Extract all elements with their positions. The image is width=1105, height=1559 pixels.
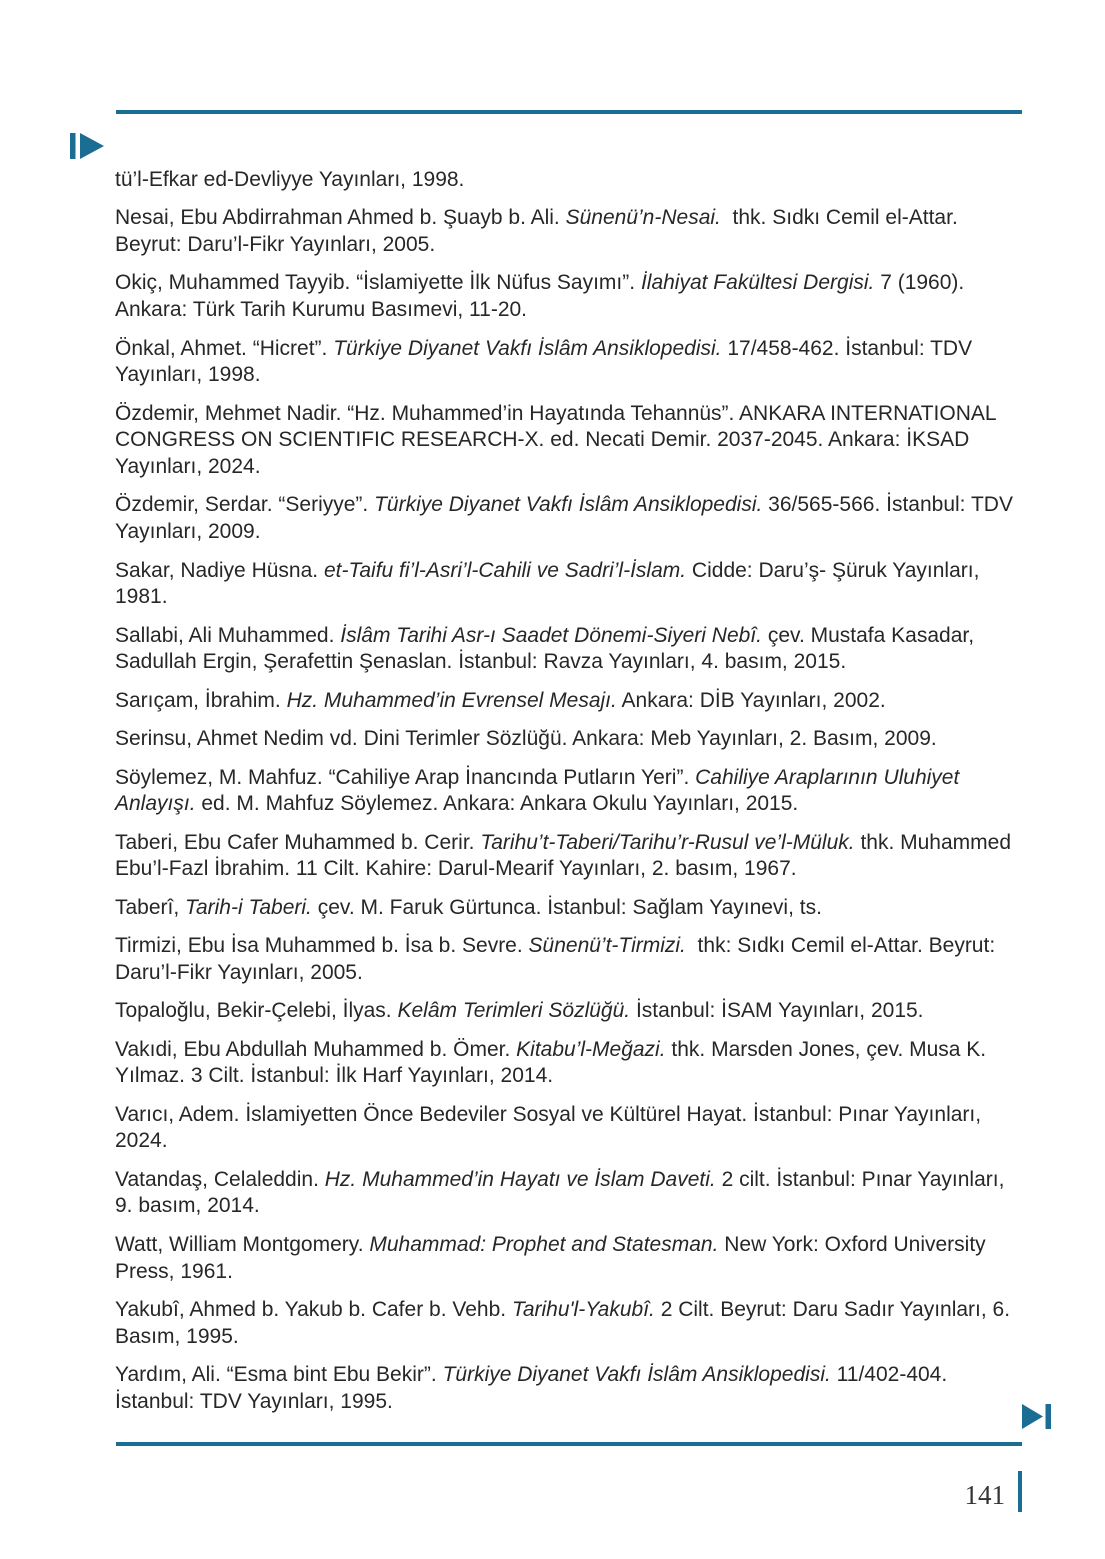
entry-title-italic: Kitabu’l-Meğazi. xyxy=(516,1037,666,1061)
entry-text: Söylemez, M. Mahfuz. “Cahiliye Arap İnancında Putların Yeri”. xyxy=(115,765,696,789)
bibliography-entry xyxy=(115,933,1022,986)
entry-text: Tirmizi, Ebu İsa Muhammed b. İsa b. Sevre. xyxy=(115,934,529,958)
entry-title-italic: Tarihu’t-Taberi/Tarihu’r-Rusul ve’l-Müluk. xyxy=(480,830,855,854)
entry-text: ed. M. Mahfuz Söylemez. Ankara: Ankara Okulu Yayınları, 2015. xyxy=(195,792,799,816)
bibliography-entry xyxy=(115,492,1022,545)
entry-text: Watt, William Montgomery. xyxy=(115,1232,370,1256)
bibliography-entry xyxy=(115,895,1022,922)
entry-text: İstanbul: İSAM Yayınları, 2015. xyxy=(630,999,924,1023)
entry-title-italic: Tarihu'l-Yakubî. xyxy=(511,1297,655,1321)
entry-text: çev. M. Faruk Gürtunca. İstanbul: Sağlam Yayınevi, ts. xyxy=(311,895,822,919)
entry-text: Okiç, Muhammed Tayyib. “İslamiyette İlk Nüfus Sayımı”. xyxy=(115,271,641,295)
bibliography-entry xyxy=(115,830,1022,883)
entry-text: Taberî, xyxy=(115,895,186,919)
entry-text: Serinsu, Ahmet Nedim vd. Dini Terimler Sözlüğü. Ankara: Meb Yayınları, 2. Basım, 2009. xyxy=(115,727,937,751)
entry-title-italic: İlahiyat Fakültesi Dergisi. xyxy=(640,271,875,295)
entry-text: Özdemir, Mehmet Nadir. “Hz. Muhammed’in Hayatında Tehannüs”. ANKARA INTERNATIONAL CONGRESS ON SCIENTIFIC RESEARCH-X. ed. Necati Demir. 2037-2045. Ankara: İKSAD Yayınları, 2024. xyxy=(115,401,996,479)
bibliography-entry xyxy=(115,336,1022,389)
entry-text: 2 Cilt. Beyrut: Daru Sadır Yayınları, 6. Basım, 1995. xyxy=(115,1297,1011,1348)
entry-text: Yardım, Ali. “Esma bint Ebu Bekir”. xyxy=(115,1363,443,1387)
bibliography-list xyxy=(115,167,1022,1415)
entry-text: Cidde: Daru’ş- Şüruk Yayınları, 1981. xyxy=(115,558,980,609)
bibliography-entry xyxy=(115,205,1022,258)
entry-text: tü’l-Efkar ed-Devliyye Yayınları, 1998. xyxy=(115,168,465,191)
bibliography-entry xyxy=(115,688,1022,715)
entry-title-italic: Cahiliye Araplarının Uluhiyet Anlayışı. xyxy=(115,765,960,816)
bibliography-entry xyxy=(115,1167,1022,1220)
entry-text: Sarıçam, İbrahim. xyxy=(115,688,287,712)
bibliography-entry xyxy=(115,623,1022,676)
entry-text: çev. Mustafa Kasadar, Sadullah Ergin, Şerafettin Şenaslan. İstanbul: Ravza Yayınları, 4. basım, 2015. xyxy=(115,623,975,674)
entry-text: thk: Sıdkı Cemil el-Attar. Beyrut: Daru’l-Fikr Yayınları, 2005. xyxy=(115,934,996,984)
entry-text: thk. Sıdkı Cemil el-Attar. Beyrut: Daru’l-Fikr Yayınları, 2005. xyxy=(115,206,958,257)
entry-text: thk. Muhammed Ebu’l-Fazl İbrahim. 11 Cilt. Kahire: Darul-Mearif Yayınları, 2. basım, 1967. xyxy=(115,830,1012,881)
entry-text: 36/565-566. İstanbul: TDV Yayınları, 2009. xyxy=(115,493,1013,544)
entry-text: Varıcı, Adem. İslamiyetten Önce Bedeviler Sosyal ve Kültürel Hayat. İstanbul: Pınar Yayınları, 2024. xyxy=(115,1102,982,1153)
entry-text: Yakubî, Ahmed b. Yakub b. Cafer b. Vehb. xyxy=(115,1297,512,1321)
bibliography-entry xyxy=(115,167,1022,194)
entry-title-italic: Türkiye Diyanet Vakfı İslâm Ansiklopedisi. xyxy=(442,1363,831,1387)
entry-text: 7 (1960). Ankara: Türk Tarih Kurumu Basımevi, 11-20. xyxy=(115,271,965,322)
bibliography-entry xyxy=(115,558,1022,611)
bibliography-entry xyxy=(115,726,1022,753)
entry-title-italic: Sünenü’n-Nesai. xyxy=(565,206,721,230)
entry-text: 11/402-404. İstanbul: TDV Yayınları, 1995. xyxy=(115,1363,948,1413)
entry-title-italic: et-Taifu fi’l-Asri’l-Cahili ve Sadri’l-İslam. xyxy=(323,558,687,582)
entry-text: Vatandaş, Celaleddin. xyxy=(115,1167,325,1191)
skip-to-end-icon xyxy=(1022,1404,1051,1429)
entry-title-italic: Tarih-i Taberi. xyxy=(185,895,312,919)
entry-title-italic: Kelâm Terimleri Sözlüğü. xyxy=(397,999,631,1023)
entry-text: Sallabi, Ali Muhammed. xyxy=(115,623,341,647)
page-number: 141 xyxy=(964,1480,1005,1510)
entry-title-italic: Muhammad: Prophet and Statesman. xyxy=(369,1232,719,1256)
entry-text: Taberi, Ebu Cafer Muhammed b. Cerir. xyxy=(115,830,481,854)
entry-text: New York: Oxford University Press, 1961. xyxy=(115,1232,986,1283)
bibliography-entry xyxy=(115,1037,1022,1090)
entry-text: thk. Marsden Jones, çev. Musa K. Yılmaz. 3 Cilt. İstanbul: İlk Harf Yayınları, 2014. xyxy=(115,1037,987,1088)
bibliography-entry xyxy=(115,1362,1022,1415)
entry-text: Sakar, Nadiye Hüsna. xyxy=(115,558,324,582)
bibliography-entry xyxy=(115,998,1022,1025)
entry-title-italic: Hz. Muhammed’in Evrensel Mesajı. xyxy=(286,688,617,712)
bottom-divider xyxy=(116,1442,1022,1446)
bibliography-entry xyxy=(115,1102,1022,1155)
bibliography-entry xyxy=(115,765,1022,818)
entry-text: Önkal, Ahmet. “Hicret”. xyxy=(115,336,334,360)
entry-title-italic: Sünenü’t-Tirmizi. xyxy=(528,934,686,958)
bibliography-entry xyxy=(115,1232,1022,1285)
entry-text: 2 cilt. İstanbul: Pınar Yayınları, 9. basım, 2014. xyxy=(115,1167,1005,1218)
top-divider xyxy=(116,110,1022,114)
entry-title-italic: Türkiye Diyanet Vakfı İslâm Ansiklopedisi. xyxy=(374,493,763,517)
entry-text: Topaloğlu, Bekir-Çelebi, İlyas. xyxy=(115,999,398,1023)
entry-text: Vakıdi, Ebu Abdullah Muhammed b. Ömer. xyxy=(115,1037,517,1061)
entry-text: 17/458-462. İstanbul: TDV Yayınları, 1998. xyxy=(115,336,973,387)
bibliography-entry xyxy=(115,270,1022,323)
entry-text: Nesai, Ebu Abdirrahman Ahmed b. Şuayb b. Ali. xyxy=(115,206,566,230)
entry-title-italic: Türkiye Diyanet Vakfı İslâm Ansiklopedisi. xyxy=(333,336,722,360)
entry-text: Ankara: DİB Yayınları, 2002. xyxy=(616,688,886,712)
entry-title-italic: Hz. Muhammed’in Hayatı ve İslam Daveti. xyxy=(324,1167,716,1191)
entry-title-italic: İslâm Tarihi Asr-ı Saadet Dönemi-Siyeri Nebî. xyxy=(340,623,762,647)
page-number-divider xyxy=(1018,1471,1022,1512)
entry-text: Özdemir, Serdar. “Seriyye”. xyxy=(115,493,375,517)
bibliography-entry xyxy=(115,1297,1022,1350)
skip-next-icon xyxy=(70,133,104,159)
bibliography-entry xyxy=(115,401,1022,481)
